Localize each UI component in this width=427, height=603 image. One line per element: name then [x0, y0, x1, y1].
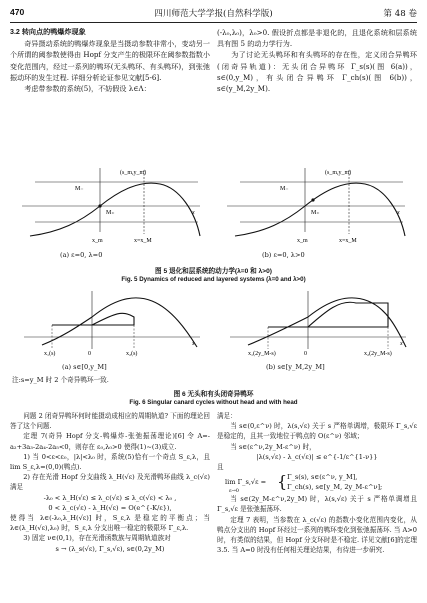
label-x: x [400, 341, 403, 347]
label-x: x [192, 341, 195, 347]
body-paragraph: 考虑带参数的系统(5)，不妨假设 λ∈Λ： [24, 84, 151, 94]
figure-6-note: 注:s=y_M 时 2 个奇异鸭环一致. [12, 376, 109, 384]
label-xm: x_m [92, 238, 103, 244]
figure-6-caption-en: Fig. 6 Singular canard cycles without head and with head [129, 399, 298, 406]
figure-5a-plot [22, 168, 200, 244]
figure-5-caption-en: Fig. 5 Dynamics of reduced and layered systems (λ=0 and λ>0) [121, 276, 306, 283]
body-paragraph: 奇异摄动系统的鸭爆炸现象是当摄动参数非常小，变动另一个所谓的阈参数使得由 Hopf 分支产生的极限环在阈参数指数小变化范围内，经过一系列的鸭环(无头鸭环、有头鸭环)，到张弛振动环的发生过程. 详细分析论证参见文献[5-6]. [10, 39, 210, 82]
right-top-column [217, 27, 417, 94]
equation-1: -λ₀ < λ_H(√ε) ≤ λ_c(√ε) ≤ λ_c(√ε) < λ₀ , [43, 493, 177, 502]
brace: { [277, 472, 288, 492]
label-x: x [397, 210, 400, 216]
equation-4: |λ(s,√ε) - λ_c(√ε)| ≤ e^{-1/ε^{1-ν}} [256, 452, 378, 461]
discussion: 定理 7 表明，当参数在 λ_c(√ε) 的指数小变化范围内变化，从鸭点分支出的 Hopf 环经过一系列的鸭环变化到张弛振荡环. 当 A>0 时，有类似的结果，但 Hopf 分支环时是不稳定. 详见文献[6]的定理 3.5. 当 A=0 时没有任何相关理论结果，有待进一步研究. [217, 515, 417, 555]
body-paragraph: 为了讨论无头鸭环和有头鸭环的存在性，定义闭合异鸭环(闭奇异轨道)：无头闭合异鸭环 Γ_s(s)(图 6(a))，s∈(0,y_M)，有头闭合异鸭环 Γ_ch(s)(图 6(b))，s∈(y_M,2y_M). [217, 50, 417, 94]
journal-title: 四川师范大学学报(自然科学版) [154, 9, 273, 19]
label-m-plus: M₊ [311, 210, 320, 216]
equation-3: s → (λ_s(√ε), Γ_s,√ε), s∈(0,2y_M) [55, 544, 165, 553]
volume-label: 第 48 卷 [383, 9, 417, 19]
figure-6b-label: (b) s∈[y_M,2y_M] [266, 363, 325, 371]
theorem-paragraph: 定理 7(奇异 Hopf 分支-鸭爆炸-张弛振荡理论)[6] 令 A=-a₂+3a₃-2a₄-2a₅<0，则存在 ε₀,λ₀>0 使得(1)~(3)成立. [10, 432, 210, 451]
label-xM: x=x_M [339, 238, 357, 244]
label-sm: (s_m,y_m) [120, 170, 147, 176]
label-x: x [192, 210, 195, 216]
equation-2: 0 < λ_c(√ε) - λ_H(√ε) = O(e^{-K/ε}), [48, 503, 172, 512]
item-1: 1) 当 0<ε<ε₀，|λ|<λ₀ 时，系统(5)恰有一个奇点 S_ε,λ，且 lim S_ε,λ=(0,0)(鸭点). [10, 452, 210, 472]
figure-5a-label: (a) ε=0, λ=0 [60, 251, 103, 259]
limit-case-1: Γ_s(s), s∈(ε^ν, y_M], [287, 473, 358, 482]
label-m-minus: M₋ [280, 186, 289, 192]
label-xM: x=x_M [134, 238, 152, 244]
result-3: 当 s∈(2y_M-ε^ν,2y_M) 时，λ(s,√ε) 关于 s 严格单调增且 Γ_s,√ε 是张弛振荡环. [217, 495, 417, 514]
label-zero: 0 [88, 351, 91, 357]
body-paragraph: (-λ₀,λ₀)，λ₀>0. 假设折点都是非退化的，且退化系统和层系统具有图 5 的动力学行为. [217, 28, 417, 49]
label-zero: 0 [304, 351, 307, 357]
label-xR: x₂(2y_M-s) [364, 351, 392, 357]
figure-6a-plot [24, 291, 200, 357]
limit-lhs: lim Γ_s,√ε = [225, 478, 267, 487]
label-xL: x₁(2y_M-s) [248, 351, 276, 357]
problem-paragraph: 问题 2 闭奇异鸭环何时能摄动成相应的周期轨道? 下面的理论回答了这个问题. [10, 412, 210, 431]
label-x1: x₁(s) [44, 351, 56, 357]
figure-5 [20, 162, 410, 250]
limit-subscript: ε→0 [229, 488, 239, 495]
left-bottom-column [10, 411, 210, 554]
running-header [10, 7, 417, 21]
limit-case-2: Γ_ch(s), s∈[y_M, 2y_M-ε^ν]; [287, 483, 383, 492]
figure-6-caption-cn: 图 6 无头和有头闭奇异鸭环 [173, 391, 254, 398]
result-1: 当 s∈(0,ε^ν) 时，λ(s,√ε) 关于 s 严格单调增，极限环 Γ_s,√ε 是稳定的，且其一致地位于鸭点的 O(ε^ν) 邻域； [217, 422, 417, 441]
section-heading: 3.2 转向点的鸭爆炸现象 [10, 28, 86, 36]
label-m-plus: M₊ [106, 210, 115, 216]
page-number: 470 [10, 7, 25, 17]
item-3: 3) 固定 ν∈(0,1)，存在光滑函数族与周期轨道族对 [23, 534, 171, 543]
figure-5-caption-cn: 图 5 退化和层系统的动力学(λ=0 和 λ>0) [155, 268, 272, 275]
figure-5b-label: (b) ε=0, λ>0 [262, 251, 305, 259]
limit-equation [217, 472, 417, 494]
figure-6 [22, 287, 408, 357]
label-x2: x₂(s) [126, 351, 138, 357]
item-2: 2) 存在光滑 Hopf 分支曲线 λ_H(√ε) 及光滑鸭环曲线 λ_c(√ε) 满足 [10, 473, 210, 492]
label-m-minus: M₋ [75, 186, 84, 192]
intro-text: 满足： [217, 412, 237, 420]
right-bottom-column [217, 411, 417, 555]
and-text: 且 [217, 463, 224, 472]
left-top-column [10, 27, 210, 94]
figure-6a-label: (a) s∈[0,y_M] [62, 363, 107, 371]
header-rule [10, 22, 417, 23]
item-2-continued: 使得当 λ∈(-λ₀,λ_H(√ε)] 时，S_ε,λ 是稳定的平衡点；当 λ∈(λ_H(√ε),λ₀) 时，S_ε,λ 分支出唯一稳定的极限环 Γ_ε,λ. [10, 514, 210, 533]
label-xm: x_m [297, 238, 308, 244]
result-2: 当 s∈(ε^ν,2y_M-ε^ν) 时， [230, 442, 316, 451]
label-sm: (s_m,y_m) [325, 170, 352, 176]
figure-6b-plot [230, 291, 406, 357]
figure-5b-plot [227, 168, 405, 244]
